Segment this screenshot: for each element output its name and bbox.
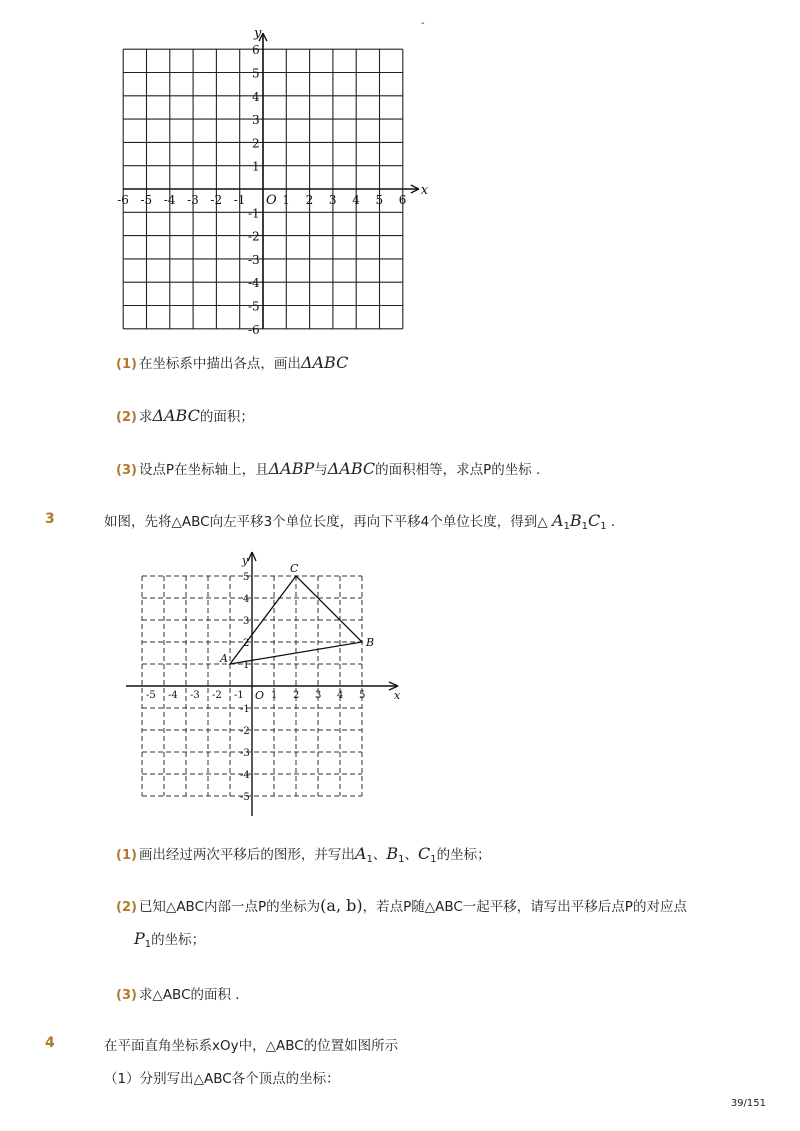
problem-4-question-1: （1）分别写出△ABC各个顶点的坐标： xyxy=(104,1071,340,1087)
y-tick-label: -2 xyxy=(248,229,260,244)
x-tick-label: -5 xyxy=(146,690,156,701)
x-tick-label: -1 xyxy=(233,193,246,207)
x-tick-label: -5 xyxy=(140,193,153,207)
y-tick-label: 3 xyxy=(243,616,250,627)
x-tick-label: -6 xyxy=(117,193,129,207)
y-tick-label: 4 xyxy=(243,594,250,605)
x-tick-label: 4 xyxy=(352,193,360,207)
problem-4-number: 4 xyxy=(45,1035,55,1051)
problem-4-stem: 在平面直角坐标系xOy中，△ABC的位置如图所示 xyxy=(104,1038,399,1054)
y-tick-label: -5 xyxy=(248,299,260,314)
x-tick-label: 2 xyxy=(305,193,314,207)
y-tick-label: -1 xyxy=(248,206,260,221)
y-tick-label: 3 xyxy=(252,113,260,128)
x-tick-label: -4 xyxy=(168,690,178,701)
y-tick-label: 5 xyxy=(252,66,260,81)
x-tick-label: -4 xyxy=(163,193,176,207)
problem-3-stem: 如图，先将△ABC向左平移3个单位长度，再向下平移4个单位长度，得到△ $A_1B_1C_1$ . xyxy=(104,511,616,532)
x-tick-label: -1 xyxy=(234,690,244,701)
p2-question-2: (2) 求ΔABC的面积； xyxy=(116,406,254,425)
x-tick-label: -2 xyxy=(212,690,222,701)
p2-question-1: (1) 在坐标系中描出各点，画出ΔABC xyxy=(116,353,349,372)
y-tick-label: 4 xyxy=(252,89,260,104)
y-tick-label: -2 xyxy=(240,726,250,737)
x-tick-label: 6 xyxy=(398,193,407,207)
p3-question-1: (1) 画出经过两次平移后的图形，并写出$A_1$、$B_1$、$C_1$的坐标； xyxy=(116,844,491,865)
vertex-label-a: A xyxy=(220,652,228,665)
y-tick-label: 1 xyxy=(243,660,250,671)
p3-question-3: (3) 求△ABC的面积 . xyxy=(116,987,240,1003)
x-tick-label: -2 xyxy=(210,193,223,207)
x-axis-label: x xyxy=(394,689,401,702)
y-tick-label: -5 xyxy=(240,792,250,803)
y-tick-label: -1 xyxy=(240,704,250,715)
y-tick-label: 6 xyxy=(252,43,260,58)
coordinate-grid-2 xyxy=(120,533,420,823)
x-tick-label: 5 xyxy=(359,690,366,701)
problem-3-number: 3 xyxy=(45,511,55,527)
x-tick-label: 4 xyxy=(337,690,344,701)
y-tick-label: -6 xyxy=(248,322,260,337)
vertex-label-c: C xyxy=(290,562,299,575)
y-axis-label: y xyxy=(254,26,262,42)
y-tick-label: 1 xyxy=(252,159,260,174)
p2-question-3: (3) 设点P在坐标轴上，且ΔABP与ΔABC的面积相等，求点P的坐标 . xyxy=(116,459,541,478)
coordinate-grid-1 xyxy=(100,26,440,337)
x-tick-label: 3 xyxy=(315,690,322,701)
header-mark: - xyxy=(421,18,425,29)
origin-label: O xyxy=(266,193,277,208)
x-tick-label: -3 xyxy=(190,690,200,701)
y-tick-label: 2 xyxy=(252,136,260,151)
y-tick-label: 2 xyxy=(243,638,250,649)
y-tick-label: -3 xyxy=(240,748,250,759)
y-axis-label: y xyxy=(242,554,249,567)
page-number: 39/151 xyxy=(730,1098,766,1109)
y-tick-label: -3 xyxy=(248,252,260,267)
x-tick-label: 1 xyxy=(271,690,278,701)
x-tick-label: 1 xyxy=(282,193,290,207)
y-tick-label: -4 xyxy=(240,770,250,781)
vertex-label-b: B xyxy=(366,636,375,649)
y-tick-label: -4 xyxy=(248,276,260,291)
x-tick-label: -3 xyxy=(187,193,199,207)
p3-question-2: (2) 已知△ABC内部一点P的坐标为(a, b)，若点P随△ABC一起平移，请写出平移后点P的对应点 xyxy=(116,896,687,915)
x-tick-label: 2 xyxy=(293,690,300,701)
x-axis-label: x xyxy=(420,183,429,198)
x-tick-label: 3 xyxy=(328,193,337,207)
origin-label: O xyxy=(255,689,265,702)
y-tick-label: 5 xyxy=(243,572,250,583)
p3-question-2-line2: $P_1$的坐标； xyxy=(134,929,206,950)
x-tick-label: 5 xyxy=(375,193,384,207)
